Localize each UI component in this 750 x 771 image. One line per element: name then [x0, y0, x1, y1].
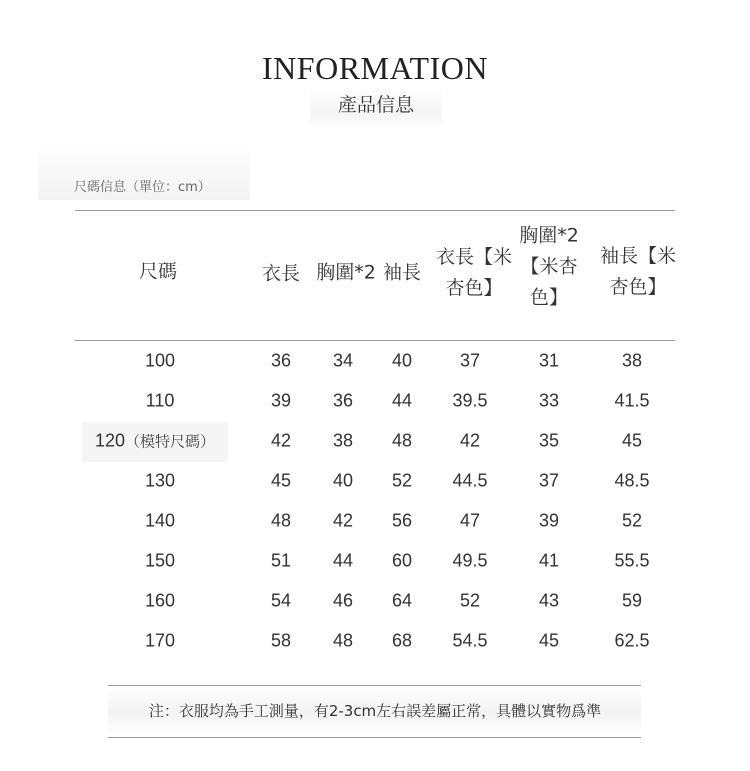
- measurement-note: 注：衣服均為手工測量，有2-3cm左右誤差屬正常，具體以實物爲準: [148, 702, 602, 720]
- cell-chest: 34: [332, 350, 354, 371]
- cell-length: 42: [270, 430, 292, 451]
- size-value: 150: [144, 550, 176, 571]
- size-cell: [146, 391, 175, 412]
- cell-sleeve-beige: 41.5: [614, 390, 650, 411]
- size-value: 130: [144, 470, 176, 491]
- column-header-size: 尺碼: [138, 260, 178, 283]
- cell-length-beige: 39.5: [452, 390, 488, 411]
- cell-sleeve: 44: [391, 390, 413, 411]
- cell-sleeve-beige: 45: [621, 430, 643, 451]
- cell-chest-beige: 31: [538, 350, 560, 371]
- cell-sleeve: 40: [391, 350, 413, 371]
- column-header-sleeve: 袖長: [382, 261, 422, 284]
- cell-sleeve-beige: 38: [621, 350, 643, 371]
- cell-chest: 40: [332, 470, 354, 491]
- cell-length: 51: [270, 550, 292, 571]
- size-value: 100: [144, 350, 176, 371]
- cell-length-beige: 44.5: [452, 470, 488, 491]
- cell-chest: 48: [332, 630, 354, 651]
- cell-chest-beige: 43: [538, 590, 560, 611]
- size-cell: [145, 591, 175, 612]
- cell-length: 36: [270, 350, 292, 371]
- column-header-chest: 胸圍*2: [316, 261, 376, 284]
- column-header-sleeve-beige: 袖長【米杏色】: [599, 245, 676, 298]
- cell-sleeve: 52: [391, 470, 413, 491]
- cell-length-beige: 47: [459, 510, 481, 531]
- cell-length-beige: 52: [459, 590, 481, 611]
- cell-length-beige: 54.5: [452, 630, 488, 651]
- size-value: 160: [144, 590, 176, 611]
- cell-sleeve: 68: [391, 630, 413, 651]
- column-header-length: 衣長: [261, 262, 301, 285]
- cell-length-beige: 42: [459, 430, 481, 451]
- size-cell: [95, 431, 215, 452]
- note-bottom-rule: [108, 737, 641, 738]
- cell-sleeve: 56: [391, 510, 413, 531]
- cell-chest: 36: [332, 390, 354, 411]
- cell-chest: 44: [332, 550, 354, 571]
- cell-chest-beige: 35: [538, 430, 560, 451]
- cell-chest-beige: 39: [538, 510, 560, 531]
- cell-sleeve-beige: 59: [621, 590, 643, 611]
- table-top-rule: [75, 210, 675, 211]
- page-title: INFORMATION: [262, 50, 488, 86]
- column-header-length-beige: 衣長【米杏色】: [435, 246, 512, 299]
- cell-chest-beige: 37: [538, 470, 560, 491]
- cell-sleeve: 60: [391, 550, 413, 571]
- cell-sleeve-beige: 55.5: [614, 550, 650, 571]
- size-value: 110: [145, 390, 175, 411]
- size-cell: [145, 471, 175, 492]
- cell-length: 45: [270, 470, 292, 491]
- size-cell: [145, 631, 175, 652]
- page-subtitle: 產品信息: [310, 86, 442, 130]
- cell-length: 54: [270, 590, 292, 611]
- table-header-rule: [75, 340, 675, 341]
- model-size-note: （模特尺碼）: [125, 433, 216, 451]
- cell-length: 39: [270, 390, 292, 411]
- cell-chest-beige: 33: [538, 390, 560, 411]
- cell-length: 58: [270, 630, 292, 651]
- cell-chest-beige: 41: [538, 550, 560, 571]
- cell-length-beige: 49.5: [452, 550, 488, 571]
- cell-sleeve: 64: [391, 590, 413, 611]
- size-value: 120: [94, 430, 126, 451]
- size-cell: [145, 511, 175, 532]
- cell-sleeve-beige: 52: [621, 510, 643, 531]
- column-header-chest-beige: 胸圍*2【米杏色】: [519, 224, 579, 309]
- cell-chest: 42: [332, 510, 354, 531]
- cell-chest: 46: [332, 590, 354, 611]
- cell-sleeve-beige: 62.5: [614, 630, 650, 651]
- size-cell: [145, 351, 175, 372]
- cell-sleeve: 48: [391, 430, 413, 451]
- cell-length: 48: [270, 510, 292, 531]
- size-value: 170: [144, 630, 176, 651]
- cell-length-beige: 37: [459, 350, 481, 371]
- cell-chest-beige: 45: [538, 630, 560, 651]
- cell-chest: 38: [332, 430, 354, 451]
- size-cell: [145, 551, 175, 572]
- size-info-label: 尺碼信息（單位：cm）: [38, 150, 250, 200]
- cell-sleeve-beige: 48.5: [614, 470, 650, 491]
- size-value: 140: [144, 510, 176, 531]
